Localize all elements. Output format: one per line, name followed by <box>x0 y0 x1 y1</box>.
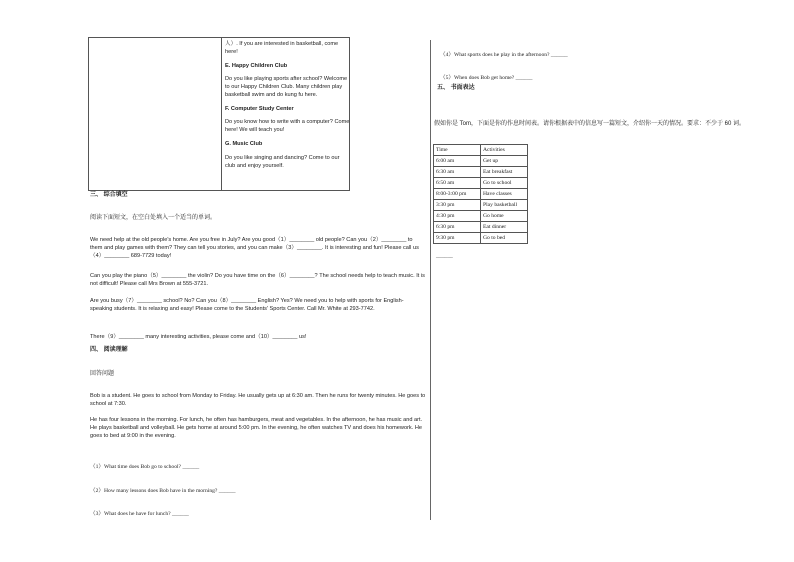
reading-heading: 四、 阅读理解 <box>90 347 128 353</box>
table-row <box>434 222 528 233</box>
column-divider <box>430 40 431 520</box>
activity-cell: Play basketball <box>481 200 528 211</box>
activity-cell: Eat breakfast <box>481 167 528 178</box>
activity-cell: Get up <box>481 156 528 167</box>
question-5: （5）When does Bob get home? ______ <box>440 75 533 81</box>
activity-cell: Go home <box>481 211 528 222</box>
header-activities: Activities <box>481 145 528 156</box>
cloze-paragraph-3: Are you busy（7）________ school? No? Can you（8）________ English? Yes? We need you to help with sports for English-speaking students. It is relaxing and easy! Please come to the Students' Sports Center. Call Mr. White at 293-7742. <box>90 298 404 312</box>
schedule-table <box>433 144 528 244</box>
cloze-paragraph-4: There（9）________ many interesting activities, please come and（10）________ us! <box>90 334 307 340</box>
question-1: （1）What time does Bob go to school? ______ <box>90 464 200 470</box>
club-f-text: Do you know how to write with a computer? Come here! We will teach you! <box>225 119 350 134</box>
activity-cell: Eat dinner <box>481 222 528 233</box>
club-g-text: Do you like singing and dancing? Come to our club and enjoy yourself. <box>225 154 340 169</box>
activity-cell: Have classes <box>481 189 528 200</box>
club-table <box>88 37 350 191</box>
reading-sub: 回答问题 <box>90 371 115 377</box>
time-cell: 6:00 am <box>434 156 481 167</box>
cloze-heading: 三、 综合填空 <box>90 192 128 198</box>
club-g-title: G. Music Club <box>225 140 263 147</box>
writing-instruction: 假如你是 Tom，下面是你的作息时间表。请你根据表中的信息写一篇短文，介绍你一天的情况。要求：不少于 60 词。 <box>434 121 746 127</box>
time-cell: 8:00-3:00 pm <box>434 189 481 200</box>
cloze-paragraph-2: Can you play the piano（5）________ the violin? Do you have time on the（6）________? The school needs help to teach music. It is not difficult! Please call Mrs Brown at 555-3721. <box>90 273 425 287</box>
club-intro-fragment: 人）. If you are interested in basketball, come here! <box>225 41 339 55</box>
reading-paragraph-2: He has four lessons in the morning. For lunch, he often has hamburgers, meat and vegetables. In the afternoon, he has music and art. He plays basketball and volleyball. He gets home at around 5:00 pm. In the evening, he often watches TV and does his homework. He goes to bed at 9:00 in the evening. <box>90 417 423 439</box>
time-cell: 9:30 pm <box>434 233 481 244</box>
header-time: Time <box>434 145 481 156</box>
time-cell: 4:30 pm <box>434 211 481 222</box>
table-row <box>434 200 528 211</box>
writing-blank: ______ <box>436 253 453 259</box>
reading-paragraph-1: Bob is a student. He goes to school from Monday to Friday. He usually gets up at 6:30 am. Then he runs for twenty minutes. He goes to school at 7:30. <box>90 393 426 407</box>
activity-cell: Go to bed <box>481 233 528 244</box>
time-cell: 6:50 am <box>434 178 481 189</box>
table-divider <box>221 38 222 190</box>
table-row <box>434 178 528 189</box>
table-row <box>434 211 528 222</box>
club-e-title: E. Happy Children Club <box>225 62 288 69</box>
time-cell: 6:30 pm <box>434 222 481 233</box>
question-2: （2）How many lessons does Bob have in the morning? ______ <box>90 488 236 494</box>
cloze-paragraph-1: We need help at the old people's home. Are you free in July? Are you good（1）________ old people? Can you（2）________ to them and play games with them? They can tell you stories, and you can make（3）________. It is interesting and fun! Please call us（4）________ 689-7729 today! <box>90 237 419 259</box>
club-e-text: Do you like playing sports after school? Welcome to our Happy Children Club. Many children play basketball swim and do kung fu here. <box>225 76 348 99</box>
cloze-instruction: 阅读下面短文，在空白处填入一个适当的单词。 <box>90 215 217 221</box>
club-f-title: F. Computer Study Center <box>225 105 294 112</box>
question-3: （3）What does he have for lunch? ______ <box>90 511 189 517</box>
club-list <box>225 40 351 175</box>
time-cell: 6:30 am <box>434 167 481 178</box>
question-4: （4）What sports does he play in the afternoon? ______ <box>440 52 568 58</box>
time-cell: 3:30 pm <box>434 200 481 211</box>
table-header-row <box>434 145 528 156</box>
table-row <box>434 167 528 178</box>
table-row <box>434 189 528 200</box>
table-row <box>434 156 528 167</box>
activity-cell: Go to school <box>481 178 528 189</box>
table-row <box>434 233 528 244</box>
writing-heading: 五、 书面表达 <box>437 85 475 91</box>
